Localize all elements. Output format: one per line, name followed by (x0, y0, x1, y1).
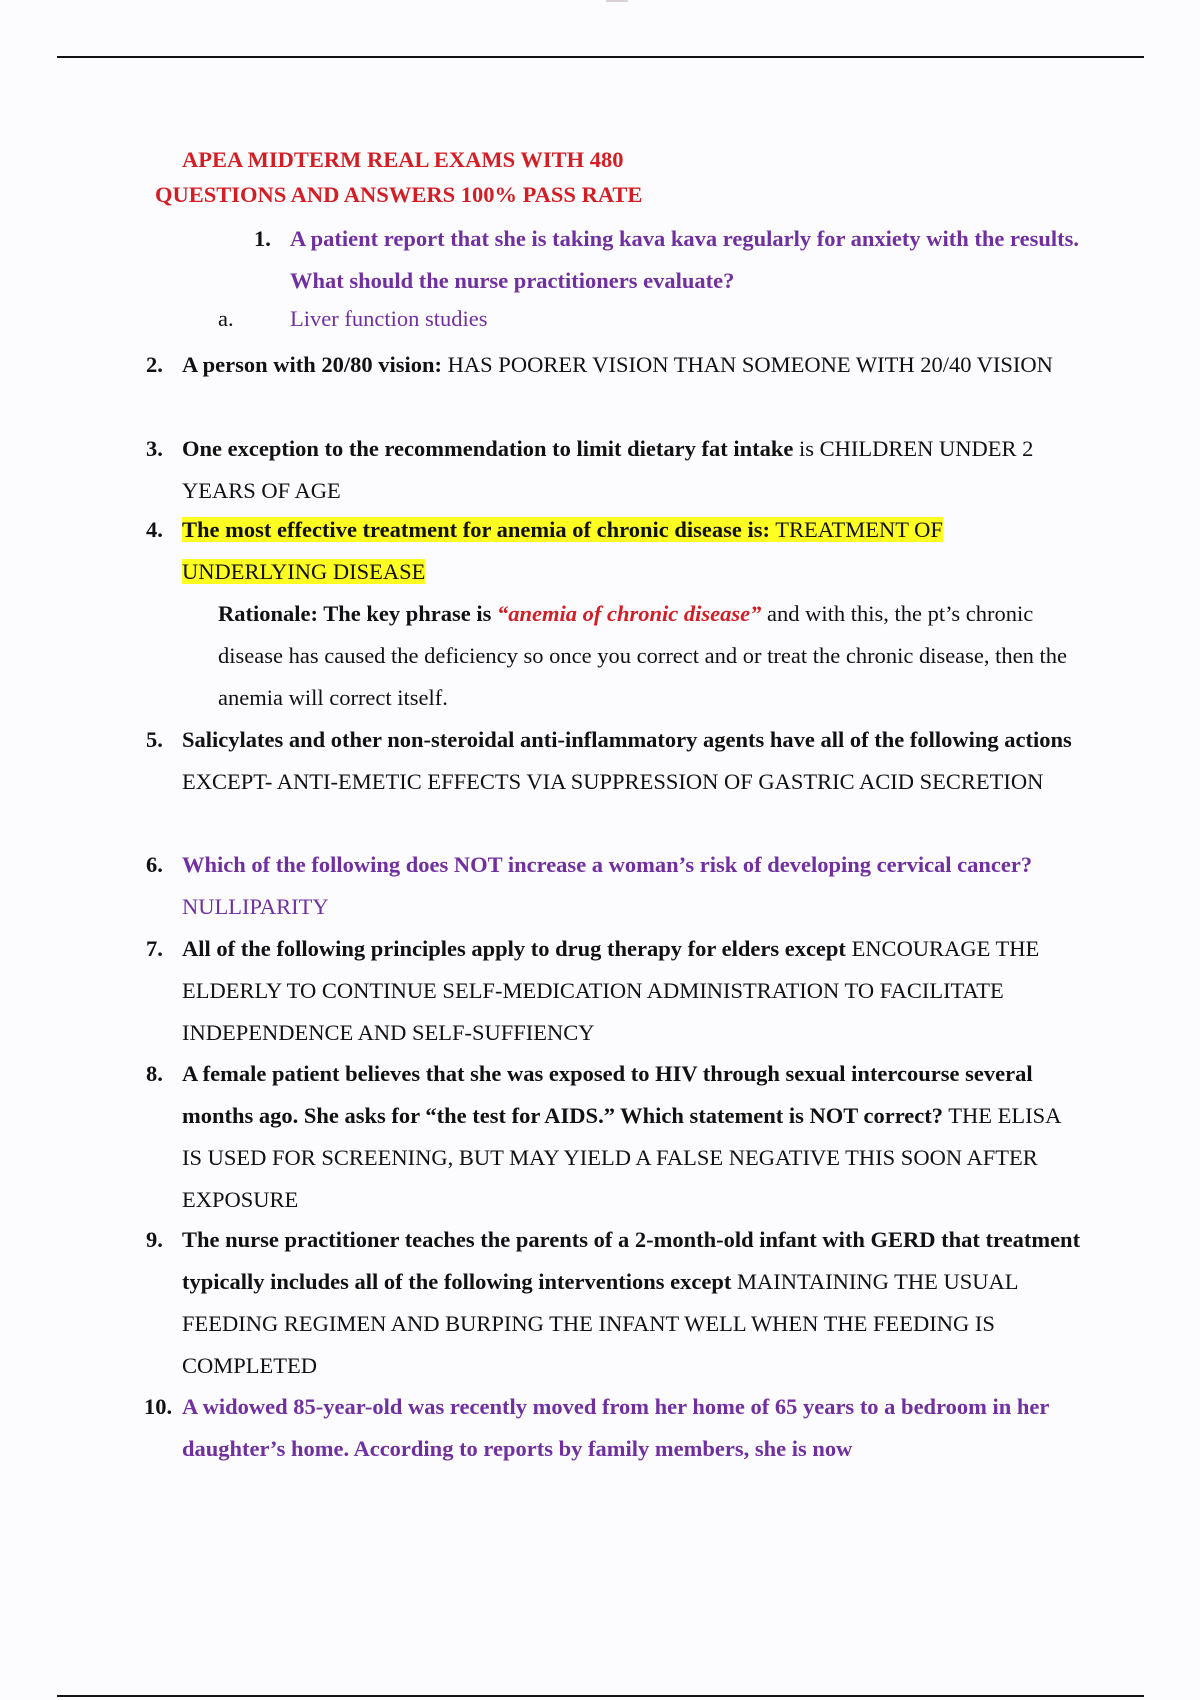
answer-text: TREATMENT OF UNDERLYING DISEASE (182, 517, 943, 584)
question-number: 9. (146, 1227, 163, 1252)
rationale-label: Rationale: The key phrase is (218, 601, 497, 626)
rationale-quote: “anemia of chronic disease” (496, 601, 762, 626)
document-title-line-1: APEA MIDTERM REAL EXAMS WITH 480 (182, 147, 624, 172)
question-7 (146, 928, 1082, 1054)
question-text: The most effective treatment for anemia of chronic disease is: (182, 517, 770, 542)
question-6 (146, 844, 1082, 928)
question-number: 5. (146, 727, 163, 752)
question-number: 3. (146, 436, 163, 461)
answer-text: THE ELISA IS USED FOR SCREENING, BUT MAY YIELD A FALSE NEGATIVE THIS SOON AFTER EXPOSURE (182, 1103, 1061, 1212)
question-9 (146, 1219, 1082, 1387)
question-number: 6. (146, 852, 163, 877)
question-number: 2. (146, 352, 163, 377)
question-10 (144, 1386, 1082, 1470)
question-2 (146, 344, 1082, 386)
answer-text: NULLIPARITY (182, 894, 329, 919)
question-text: A patient report that she is taking kava kava regularly for anxiety with the results. What should the nurse practitioners evaluate? (290, 226, 1079, 293)
question-text: The nurse practitioner teaches the parents of a 2-month-old infant with GERD that treatment typically includes all of the following interventions except (182, 1227, 1081, 1294)
question-number: 7. (146, 936, 163, 961)
answer-text: MAINTAINING THE USUAL FEEDING REGIMEN AND BURPING THE INFANT WELL WHEN THE FEEDING IS COMPLETED (182, 1269, 1018, 1378)
question-text: Salicylates and other non-steroidal anti-inflammatory agents have all of the following actions (182, 727, 1072, 752)
answer-text: EXCEPT- ANTI-EMETIC EFFECTS VIA SUPPRESSION OF GASTRIC ACID SECRETION (182, 769, 1044, 794)
question-text: A female patient believes that she was exposed to HIV through sexual intercourse several months ago. She asks for “the test for AIDS.” Which statement is NOT correct? (182, 1061, 1033, 1128)
question-8 (146, 1053, 1082, 1221)
question-number: 10. (144, 1394, 173, 1419)
highlighted-answer (182, 517, 943, 584)
question-5 (146, 719, 1082, 803)
rationale (218, 593, 1088, 719)
question-1 (254, 218, 1090, 302)
answer-text: HAS POORER VISION THAN SOMEONE WITH 20/40 VISION (442, 352, 1053, 377)
question-4 (146, 509, 1082, 593)
question-text: A person with 20/80 vision: (182, 352, 443, 377)
header-rule (57, 56, 1144, 58)
question-text: One exception to the recommendation to limit dietary fat intake (182, 436, 794, 461)
question-number: 8. (146, 1061, 163, 1086)
option-letter: a. (218, 306, 234, 331)
page-edge-mark (606, 0, 628, 2)
question-text: Which of the following does NOT increase a woman’s risk of developing cervical cancer? (182, 852, 1033, 877)
rationale-text: and with this, the pt’s chronic disease has caused the deficiency so once you correct and or treat the chronic disease, then the anemia will correct itself. (218, 601, 1068, 710)
question-number: 1. (254, 226, 271, 251)
question-text: All of the following principles apply to drug therapy for elders except (182, 936, 846, 961)
answer-text: is CHILDREN UNDER 2 YEARS OF AGE (182, 436, 1034, 503)
question-number: 4. (146, 517, 163, 542)
answer-text: ENCOURAGE THE ELDERLY TO CONTINUE SELF-MEDICATION ADMINISTRATION TO FACILITATE INDEPENDENCE AND SELF-SUFFIENCY (182, 936, 1040, 1045)
footer-rule (57, 1695, 1144, 1697)
document-title-line-2: QUESTIONS AND ANSWERS 100% PASS RATE (155, 182, 643, 207)
question-text: A widowed 85-year-old was recently moved from her home of 65 years to a bedroom in her daughter’s home. According to reports by family members, she is now (182, 1394, 1049, 1461)
option-text: Liver function studies (290, 306, 488, 331)
question-3 (146, 428, 1082, 512)
